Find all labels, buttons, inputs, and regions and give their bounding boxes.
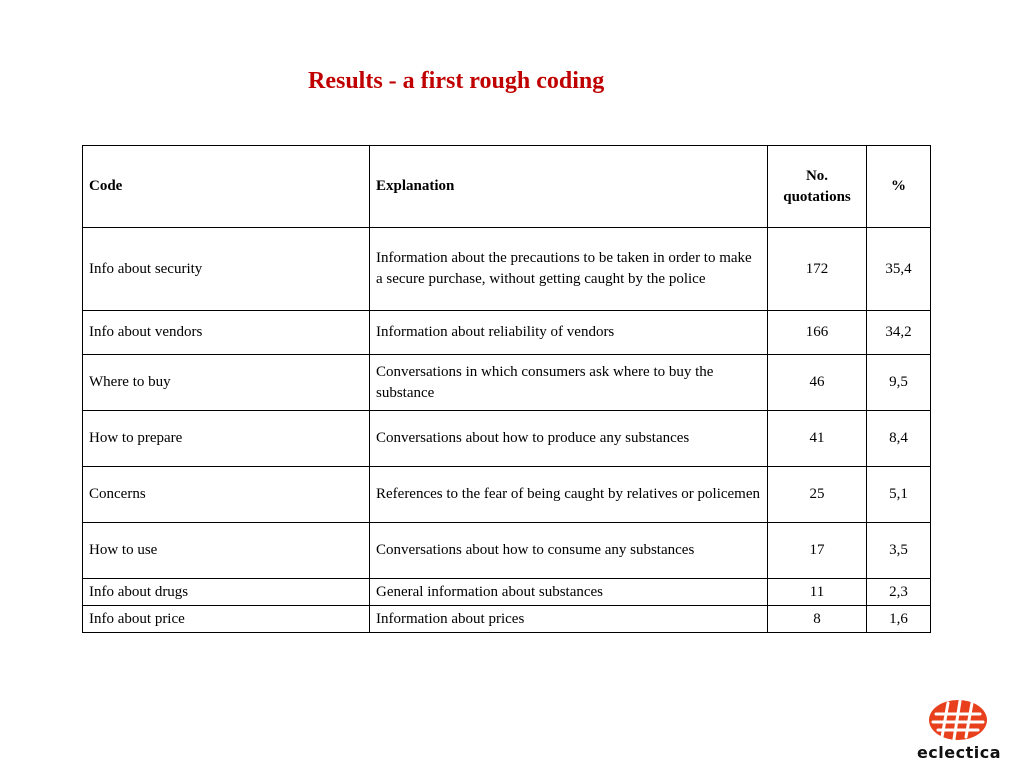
cell-explanation: References to the fear of being caught by relatives or policemen [370, 467, 768, 523]
cell-code: Where to buy [83, 355, 370, 411]
table-row [83, 606, 931, 633]
cell-percent: 5,1 [867, 467, 931, 523]
cell-percent: 3,5 [867, 523, 931, 579]
cell-code: How to prepare [83, 411, 370, 467]
cell-explanation: Information about reliability of vendors [370, 311, 768, 355]
cell-quotations: 11 [768, 579, 867, 606]
cell-explanation: General information about substances [370, 579, 768, 606]
cell-explanation: Information about prices [370, 606, 768, 633]
table-header-row [83, 146, 931, 228]
cell-quotations: 166 [768, 311, 867, 355]
cell-explanation: Conversations about how to produce any substances [370, 411, 768, 467]
table-row [83, 579, 931, 606]
table-row [83, 523, 931, 579]
cell-code: Info about security [83, 228, 370, 311]
cell-quotations: 8 [768, 606, 867, 633]
cell-quotations: 41 [768, 411, 867, 467]
cell-code: How to use [83, 523, 370, 579]
cell-quotations: 172 [768, 228, 867, 311]
header-percent: % [867, 146, 931, 228]
cell-code: Info about drugs [83, 579, 370, 606]
cell-percent: 8,4 [867, 411, 931, 467]
company-logo [900, 698, 1018, 764]
cell-code: Concerns [83, 467, 370, 523]
cell-percent: 2,3 [867, 579, 931, 606]
cell-quotations: 46 [768, 355, 867, 411]
table-row [83, 355, 931, 411]
table-row [83, 311, 931, 355]
cell-quotations: 17 [768, 523, 867, 579]
cell-percent: 35,4 [867, 228, 931, 311]
table-row [83, 228, 931, 311]
header-code: Code [83, 146, 370, 228]
cell-quotations: 25 [768, 467, 867, 523]
cell-explanation: Conversations in which consumers ask where to buy the substance [370, 355, 768, 411]
cell-percent: 1,6 [867, 606, 931, 633]
header-quotations: No. quotations [768, 146, 867, 228]
table-row [83, 411, 931, 467]
cell-code: Info about vendors [83, 311, 370, 355]
table-row [83, 467, 931, 523]
eclectica-logo-icon [928, 698, 988, 742]
cell-code: Info about price [83, 606, 370, 633]
results-table [82, 145, 931, 633]
cell-explanation: Information about the precautions to be taken in order to make a secure purchase, without getting caught by the police [370, 228, 768, 311]
header-explanation: Explanation [370, 146, 768, 228]
cell-percent: 9,5 [867, 355, 931, 411]
cell-percent: 34,2 [867, 311, 931, 355]
cell-explanation: Conversations about how to consume any substances [370, 523, 768, 579]
logo-wordmark: eclectica [916, 743, 1002, 762]
page-title: Results - a first rough coding [308, 68, 605, 94]
